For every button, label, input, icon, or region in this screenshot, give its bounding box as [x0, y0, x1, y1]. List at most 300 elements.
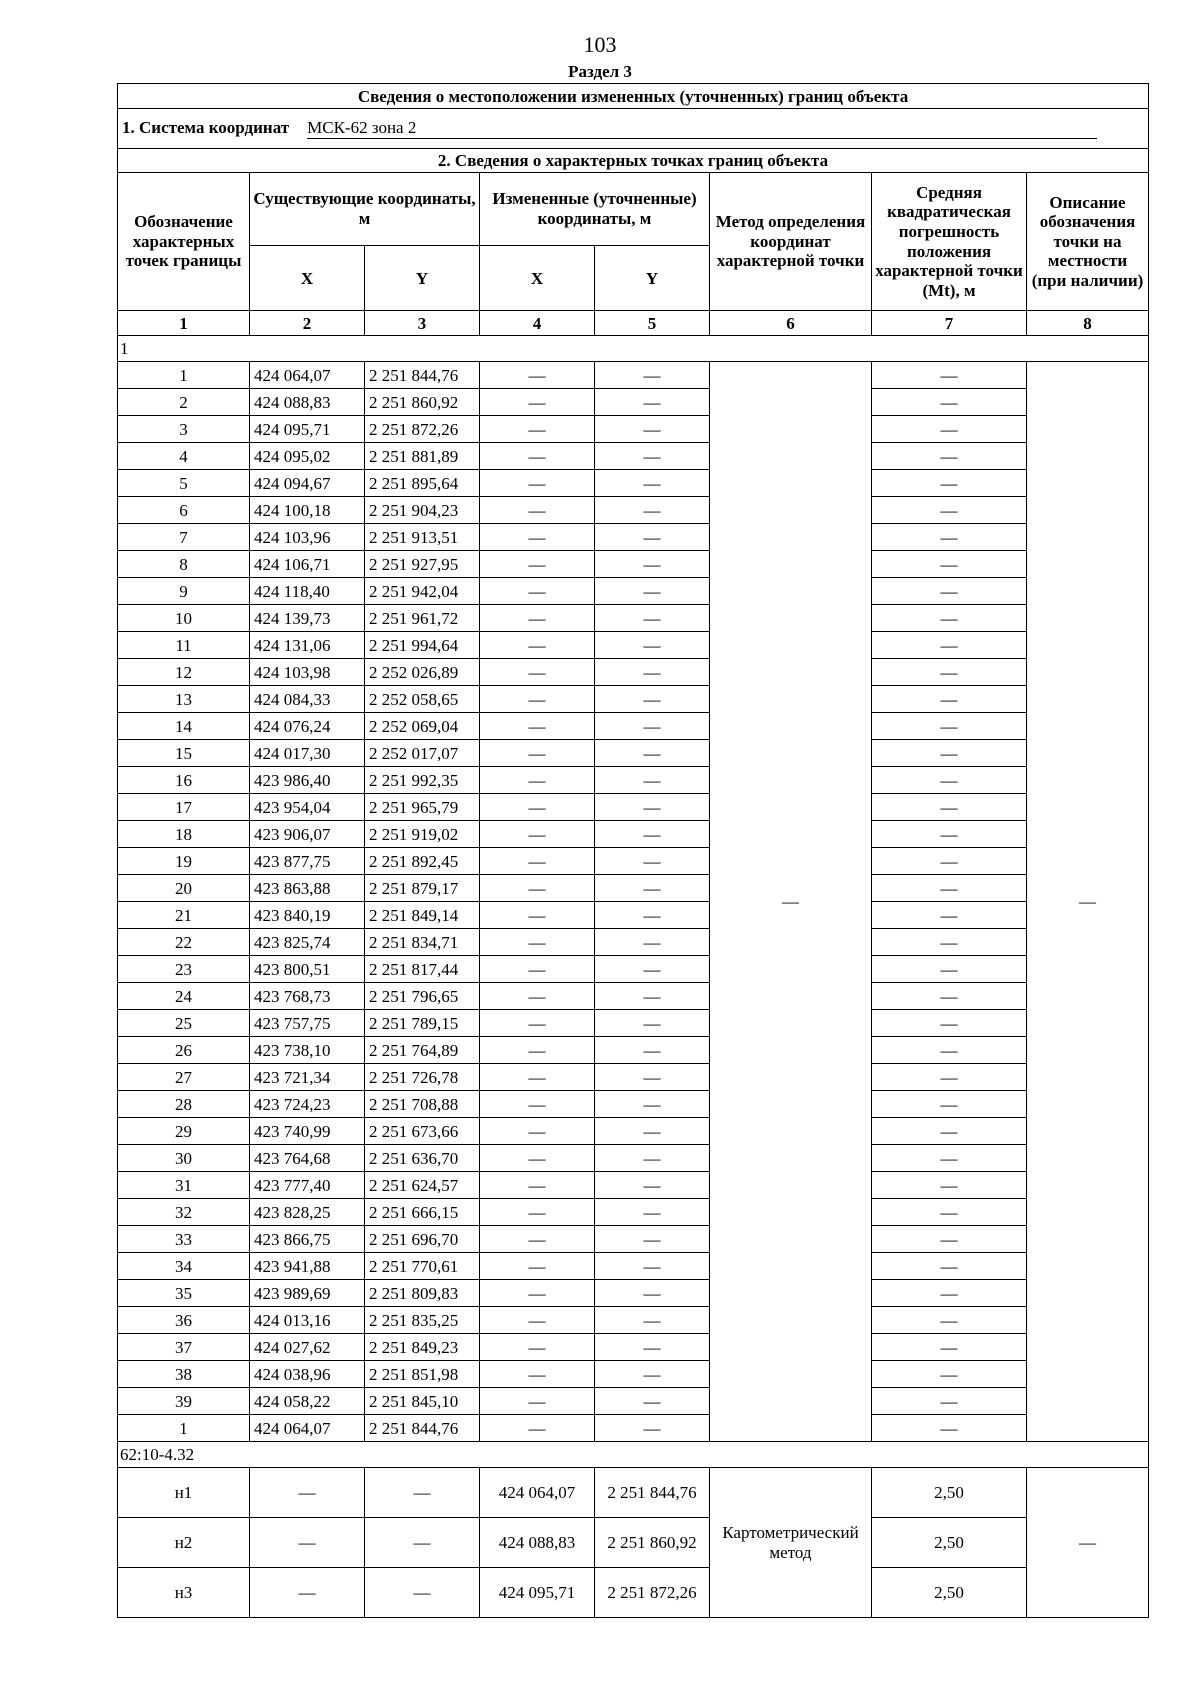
point-number: 25 — [118, 1010, 250, 1037]
mean-error: — — [872, 929, 1027, 956]
changed-x: — — [480, 794, 595, 821]
point-number: 34 — [118, 1253, 250, 1280]
changed-y: — — [595, 1064, 710, 1091]
existing-y: 2 251 849,23 — [365, 1334, 480, 1361]
existing-x: 423 764,68 — [250, 1145, 365, 1172]
mean-error: — — [872, 1280, 1027, 1307]
method-cell: — — [710, 362, 872, 1442]
changed-x: — — [480, 1118, 595, 1145]
existing-y: 2 251 942,04 — [365, 578, 480, 605]
existing-x: 424 095,71 — [250, 416, 365, 443]
existing-y: 2 252 017,07 — [365, 740, 480, 767]
description-cell: — — [1027, 362, 1149, 1442]
changed-y: — — [595, 686, 710, 713]
header-existing-y: Y — [365, 246, 480, 311]
existing-x: 423 954,04 — [250, 794, 365, 821]
table-row — [118, 767, 1149, 794]
mean-error: — — [872, 497, 1027, 524]
column-number: 2 — [250, 311, 365, 336]
point-number: 22 — [118, 929, 250, 956]
mean-error: — — [872, 713, 1027, 740]
existing-y: 2 251 879,17 — [365, 875, 480, 902]
existing-x: 423 941,88 — [250, 1253, 365, 1280]
existing-x: 423 768,73 — [250, 983, 365, 1010]
boundary-table — [117, 83, 1149, 1618]
changed-x: — — [480, 443, 595, 470]
mean-error: — — [872, 875, 1027, 902]
changed-x: — — [480, 929, 595, 956]
point-number: 1 — [118, 1415, 250, 1442]
existing-x: 424 058,22 — [250, 1388, 365, 1415]
existing-y: 2 251 927,95 — [365, 551, 480, 578]
table-row — [118, 416, 1149, 443]
changed-x: — — [480, 1226, 595, 1253]
header-changed-coords: Измененные (уточненные) координаты, м — [480, 173, 710, 246]
point-number: 7 — [118, 524, 250, 551]
changed-y: — — [595, 605, 710, 632]
mean-error: — — [872, 1145, 1027, 1172]
changed-x: — — [480, 362, 595, 389]
changed-y: — — [595, 1010, 710, 1037]
changed-x: — — [480, 740, 595, 767]
existing-y: 2 252 026,89 — [365, 659, 480, 686]
changed-y: — — [595, 1226, 710, 1253]
changed-y: — — [595, 470, 710, 497]
point-number: 8 — [118, 551, 250, 578]
existing-y: 2 251 965,79 — [365, 794, 480, 821]
section-label: Раздел 3 — [568, 62, 632, 81]
changed-x: — — [480, 1307, 595, 1334]
point-number: 31 — [118, 1172, 250, 1199]
existing-y: 2 251 992,35 — [365, 767, 480, 794]
mean-error: — — [872, 605, 1027, 632]
mean-error: — — [872, 362, 1027, 389]
changed-y: — — [595, 389, 710, 416]
column-number: 6 — [710, 311, 872, 336]
table-row — [118, 902, 1149, 929]
existing-x: 424 106,71 — [250, 551, 365, 578]
point-number: 2 — [118, 389, 250, 416]
changed-x: — — [480, 1280, 595, 1307]
table-row — [118, 1010, 1149, 1037]
table-row — [118, 848, 1149, 875]
existing-y: — — [365, 1518, 480, 1568]
changed-y: — — [595, 983, 710, 1010]
changed-y: — — [595, 1361, 710, 1388]
changed-x: — — [480, 1388, 595, 1415]
changed-y: — — [595, 1199, 710, 1226]
coord-system-label: 1. Система координат — [122, 117, 290, 137]
existing-x: 424 139,73 — [250, 605, 365, 632]
coord-system-value: МСК-62 зона 2 — [307, 119, 1097, 139]
changed-y: — — [595, 740, 710, 767]
point-number: 24 — [118, 983, 250, 1010]
point-number: 27 — [118, 1064, 250, 1091]
existing-y: 2 251 834,71 — [365, 929, 480, 956]
column-number: 5 — [595, 311, 710, 336]
changed-y: — — [595, 1415, 710, 1442]
table-row — [118, 1226, 1149, 1253]
changed-x: — — [480, 1010, 595, 1037]
existing-y: 2 251 817,44 — [365, 956, 480, 983]
table-row — [118, 1334, 1149, 1361]
existing-y: 2 252 058,65 — [365, 686, 480, 713]
changed-x: 424 064,07 — [480, 1468, 595, 1518]
existing-y: 2 251 919,02 — [365, 821, 480, 848]
changed-y: — — [595, 1280, 710, 1307]
existing-y: 2 251 809,83 — [365, 1280, 480, 1307]
mean-error: — — [872, 1334, 1027, 1361]
point-number: 15 — [118, 740, 250, 767]
changed-y: — — [595, 1334, 710, 1361]
point-number: 3 — [118, 416, 250, 443]
table-row — [118, 605, 1149, 632]
table-row — [118, 1518, 1149, 1568]
table-row — [118, 1199, 1149, 1226]
existing-y: 2 251 895,64 — [365, 470, 480, 497]
mean-error: — — [872, 632, 1027, 659]
point-number: 5 — [118, 470, 250, 497]
table-row — [118, 1037, 1149, 1064]
existing-x: 424 118,40 — [250, 578, 365, 605]
table-row — [118, 389, 1149, 416]
changed-y: 2 251 844,76 — [595, 1468, 710, 1518]
existing-x: 424 095,02 — [250, 443, 365, 470]
changed-x: — — [480, 1253, 595, 1280]
point-number: 11 — [118, 632, 250, 659]
mean-error: — — [872, 794, 1027, 821]
changed-x: — — [480, 524, 595, 551]
existing-x: 424 064,07 — [250, 1415, 365, 1442]
changed-y: — — [595, 1091, 710, 1118]
table-row — [118, 1172, 1149, 1199]
existing-y: 2 251 881,89 — [365, 443, 480, 470]
changed-y: — — [595, 551, 710, 578]
existing-x: 423 738,10 — [250, 1037, 365, 1064]
mean-error: — — [872, 1415, 1027, 1442]
table-row — [118, 1388, 1149, 1415]
existing-y: — — [365, 1568, 480, 1618]
changed-y: — — [595, 416, 710, 443]
existing-y: 2 251 696,70 — [365, 1226, 480, 1253]
existing-x: 423 877,75 — [250, 848, 365, 875]
mean-error: — — [872, 1388, 1027, 1415]
point-number: 37 — [118, 1334, 250, 1361]
header-point-designation: Обозначение характерных точек границы — [118, 173, 250, 311]
mean-error: — — [872, 1253, 1027, 1280]
changed-y: — — [595, 1307, 710, 1334]
page-number: 103 — [583, 32, 617, 57]
existing-y: 2 251 994,64 — [365, 632, 480, 659]
column-number: 1 — [118, 311, 250, 336]
changed-x: — — [480, 470, 595, 497]
point-number: 26 — [118, 1037, 250, 1064]
changed-y: — — [595, 1145, 710, 1172]
changed-x: — — [480, 1334, 595, 1361]
table-row — [118, 632, 1149, 659]
mean-error: — — [872, 902, 1027, 929]
changed-x: — — [480, 416, 595, 443]
mean-error: — — [872, 740, 1027, 767]
point-number: 18 — [118, 821, 250, 848]
existing-x: 423 986,40 — [250, 767, 365, 794]
existing-x: 424 064,07 — [250, 362, 365, 389]
changed-y: — — [595, 362, 710, 389]
changed-x: — — [480, 1145, 595, 1172]
table-row — [118, 1118, 1149, 1145]
table-row — [118, 1064, 1149, 1091]
point-number: 36 — [118, 1307, 250, 1334]
point-number: 20 — [118, 875, 250, 902]
table-row — [118, 1361, 1149, 1388]
existing-y: 2 251 708,88 — [365, 1091, 480, 1118]
existing-x: 423 757,75 — [250, 1010, 365, 1037]
existing-y: 2 251 835,25 — [365, 1307, 480, 1334]
changed-y: — — [595, 956, 710, 983]
header-description: Описание обозначения точки на местности (при наличии) — [1027, 173, 1149, 311]
table-row — [118, 551, 1149, 578]
changed-x: — — [480, 497, 595, 524]
mean-error: — — [872, 389, 1027, 416]
changed-x: 424 095,71 — [480, 1568, 595, 1618]
existing-y: 2 251 636,70 — [365, 1145, 480, 1172]
changed-x: — — [480, 659, 595, 686]
existing-y: 2 251 849,14 — [365, 902, 480, 929]
existing-y: 2 251 726,78 — [365, 1064, 480, 1091]
existing-x: 424 076,24 — [250, 713, 365, 740]
table-row — [118, 1091, 1149, 1118]
mean-error: — — [872, 470, 1027, 497]
mean-error: — — [872, 956, 1027, 983]
mean-error: — — [872, 416, 1027, 443]
mean-error: — — [872, 1199, 1027, 1226]
existing-y: 2 251 961,72 — [365, 605, 480, 632]
existing-x: 424 013,16 — [250, 1307, 365, 1334]
point-number: 4 — [118, 443, 250, 470]
existing-y: 2 251 764,89 — [365, 1037, 480, 1064]
group-label: 1 — [118, 336, 1149, 362]
table-row — [118, 1307, 1149, 1334]
point-number: 29 — [118, 1118, 250, 1145]
mean-error: — — [872, 443, 1027, 470]
table-row — [118, 1415, 1149, 1442]
changed-x: — — [480, 902, 595, 929]
mean-error: — — [872, 983, 1027, 1010]
changed-y: — — [595, 848, 710, 875]
point-number: н2 — [118, 1518, 250, 1568]
existing-y: 2 251 844,76 — [365, 362, 480, 389]
changed-x: — — [480, 821, 595, 848]
mean-error: — — [872, 767, 1027, 794]
changed-x: — — [480, 578, 595, 605]
existing-x: 424 103,98 — [250, 659, 365, 686]
point-number: н1 — [118, 1468, 250, 1518]
existing-y: 2 251 860,92 — [365, 389, 480, 416]
table-row — [118, 1145, 1149, 1172]
existing-y: 2 251 904,23 — [365, 497, 480, 524]
changed-y: — — [595, 929, 710, 956]
point-number: 28 — [118, 1091, 250, 1118]
existing-y: 2 251 872,26 — [365, 416, 480, 443]
mean-error: — — [872, 821, 1027, 848]
mean-error: — — [872, 1010, 1027, 1037]
point-number: 1 — [118, 362, 250, 389]
table-row — [118, 443, 1149, 470]
header-changed-x: X — [480, 246, 595, 311]
coord-system-row — [118, 109, 1149, 149]
table-row — [118, 1468, 1149, 1518]
column-number: 4 — [480, 311, 595, 336]
existing-y: 2 251 845,10 — [365, 1388, 480, 1415]
table-subtitle: 2. Сведения о характерных точках границ объекта — [118, 149, 1149, 173]
table-row — [118, 1253, 1149, 1280]
group-row — [118, 1442, 1149, 1468]
changed-y: — — [595, 875, 710, 902]
existing-x: 423 800,51 — [250, 956, 365, 983]
changed-y: — — [595, 1388, 710, 1415]
table-row — [118, 686, 1149, 713]
existing-y: 2 251 624,57 — [365, 1172, 480, 1199]
changed-x: — — [480, 983, 595, 1010]
changed-x: — — [480, 389, 595, 416]
changed-y: — — [595, 794, 710, 821]
mean-error: — — [872, 1037, 1027, 1064]
changed-x: — — [480, 551, 595, 578]
table-row — [118, 929, 1149, 956]
existing-x: 423 840,19 — [250, 902, 365, 929]
point-number: 23 — [118, 956, 250, 983]
table-row — [118, 578, 1149, 605]
existing-x: 423 866,75 — [250, 1226, 365, 1253]
column-number: 3 — [365, 311, 480, 336]
changed-x: — — [480, 632, 595, 659]
existing-x: 423 828,25 — [250, 1199, 365, 1226]
changed-x: — — [480, 713, 595, 740]
changed-x: 424 088,83 — [480, 1518, 595, 1568]
mean-error: — — [872, 1226, 1027, 1253]
mean-error: 2,50 — [872, 1518, 1027, 1568]
existing-x: 424 094,67 — [250, 470, 365, 497]
point-number: 17 — [118, 794, 250, 821]
group-label: 62:10-4.32 — [118, 1442, 1149, 1468]
header-changed-y: Y — [595, 246, 710, 311]
existing-x: 423 863,88 — [250, 875, 365, 902]
existing-x: 424 084,33 — [250, 686, 365, 713]
mean-error: — — [872, 1361, 1027, 1388]
mean-error: — — [872, 1172, 1027, 1199]
changed-y: — — [595, 1253, 710, 1280]
mean-error: — — [872, 1307, 1027, 1334]
existing-y: 2 251 666,15 — [365, 1199, 480, 1226]
existing-x: 424 103,96 — [250, 524, 365, 551]
point-number: 21 — [118, 902, 250, 929]
existing-x: 423 740,99 — [250, 1118, 365, 1145]
existing-x: 423 989,69 — [250, 1280, 365, 1307]
changed-y: — — [595, 767, 710, 794]
existing-x: 424 131,06 — [250, 632, 365, 659]
table-row — [118, 524, 1149, 551]
existing-y: 2 251 789,15 — [365, 1010, 480, 1037]
point-number: 13 — [118, 686, 250, 713]
existing-y: 2 251 770,61 — [365, 1253, 480, 1280]
existing-x: — — [250, 1468, 365, 1518]
description-cell: — — [1027, 1468, 1149, 1618]
mean-error: 2,50 — [872, 1568, 1027, 1618]
point-number: 32 — [118, 1199, 250, 1226]
existing-x: 423 777,40 — [250, 1172, 365, 1199]
changed-y: — — [595, 713, 710, 740]
existing-y: 2 251 913,51 — [365, 524, 480, 551]
point-number: 14 — [118, 713, 250, 740]
point-number: 16 — [118, 767, 250, 794]
point-number: 6 — [118, 497, 250, 524]
existing-x: 423 724,23 — [250, 1091, 365, 1118]
table-row — [118, 956, 1149, 983]
existing-y: 2 251 851,98 — [365, 1361, 480, 1388]
table-title: Сведения о местоположении измененных (уточненных) границ объекта — [118, 84, 1149, 109]
table-row — [118, 470, 1149, 497]
changed-y: 2 251 860,92 — [595, 1518, 710, 1568]
header-existing-x: X — [250, 246, 365, 311]
table-row — [118, 497, 1149, 524]
changed-y: — — [595, 443, 710, 470]
point-number: 9 — [118, 578, 250, 605]
existing-x: 423 906,07 — [250, 821, 365, 848]
existing-x: — — [250, 1568, 365, 1618]
existing-x: — — [250, 1518, 365, 1568]
changed-y: — — [595, 578, 710, 605]
changed-x: — — [480, 1037, 595, 1064]
table-row — [118, 1568, 1149, 1618]
table-row — [118, 713, 1149, 740]
point-number: 33 — [118, 1226, 250, 1253]
header-mean-error: Средняя квадратическая погрешность положения характерной точки (Mt), м — [872, 173, 1027, 311]
mean-error: — — [872, 1064, 1027, 1091]
changed-y: — — [595, 524, 710, 551]
changed-x: — — [480, 1064, 595, 1091]
changed-x: — — [480, 956, 595, 983]
existing-x: 424 017,30 — [250, 740, 365, 767]
changed-y: — — [595, 632, 710, 659]
mean-error: — — [872, 524, 1027, 551]
table-row — [118, 821, 1149, 848]
changed-x: — — [480, 686, 595, 713]
changed-y: — — [595, 497, 710, 524]
existing-y: 2 251 844,76 — [365, 1415, 480, 1442]
point-number: 10 — [118, 605, 250, 632]
method-cell: Картометрический метод — [710, 1468, 872, 1618]
existing-x: 424 088,83 — [250, 389, 365, 416]
changed-x: — — [480, 1172, 595, 1199]
existing-y: — — [365, 1468, 480, 1518]
table-row — [118, 1280, 1149, 1307]
mean-error: — — [872, 1118, 1027, 1145]
existing-x: 424 027,62 — [250, 1334, 365, 1361]
table-row — [118, 362, 1149, 389]
existing-y: 2 251 673,66 — [365, 1118, 480, 1145]
existing-x: 423 721,34 — [250, 1064, 365, 1091]
mean-error: — — [872, 1091, 1027, 1118]
mean-error: — — [872, 848, 1027, 875]
header-method: Метод определения координат характерной точки — [710, 173, 872, 311]
table-row — [118, 659, 1149, 686]
table-row — [118, 875, 1149, 902]
mean-error: — — [872, 551, 1027, 578]
mean-error: — — [872, 578, 1027, 605]
existing-y: 2 251 892,45 — [365, 848, 480, 875]
changed-x: — — [480, 1361, 595, 1388]
changed-y: — — [595, 1172, 710, 1199]
